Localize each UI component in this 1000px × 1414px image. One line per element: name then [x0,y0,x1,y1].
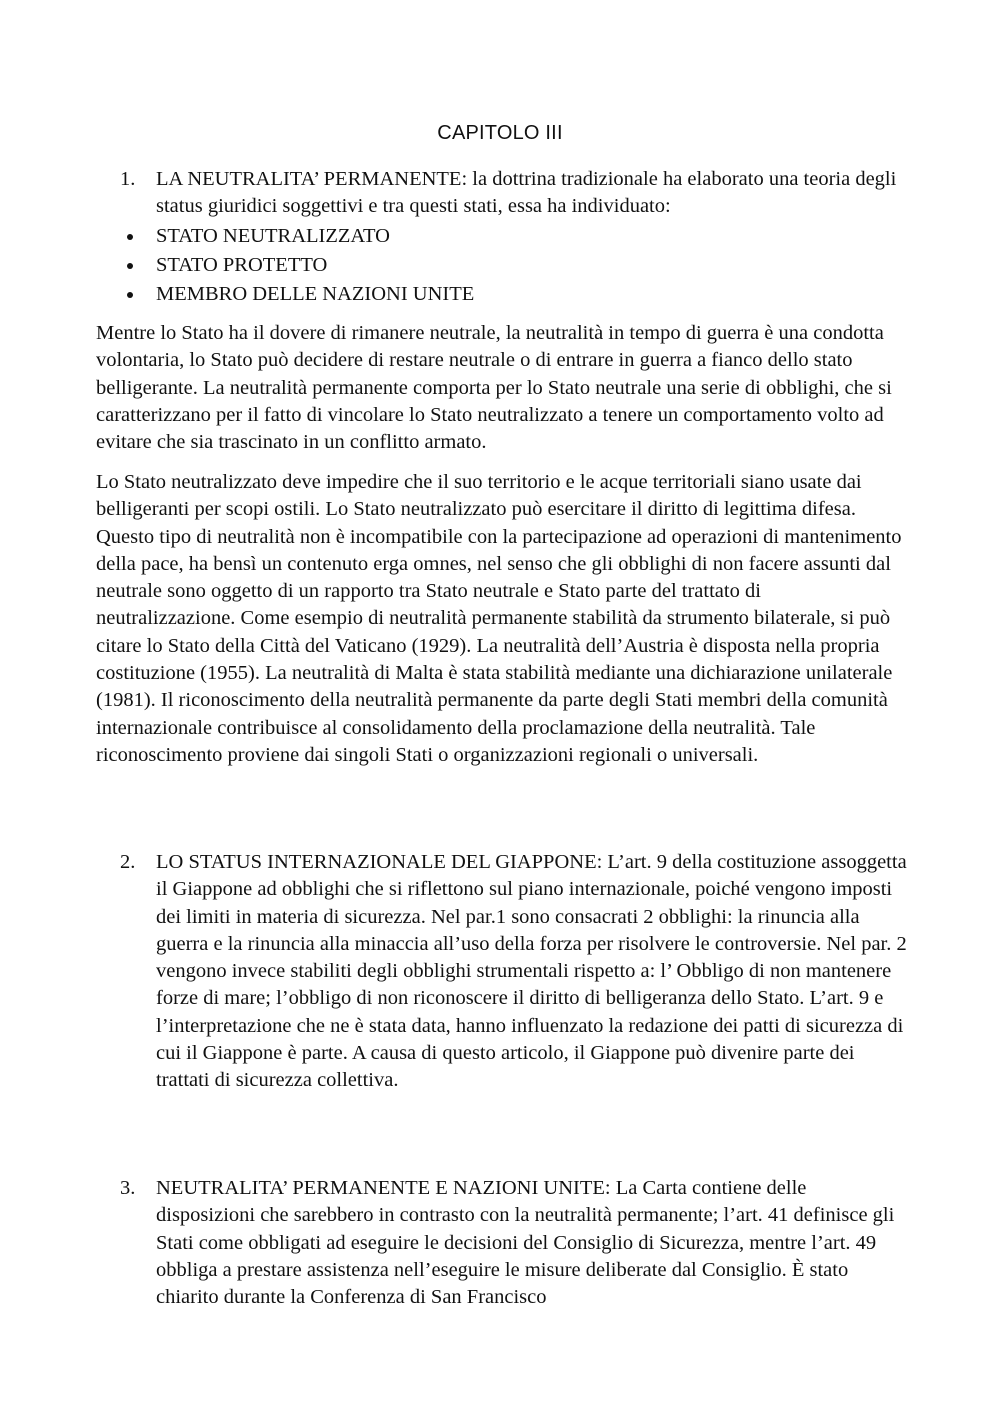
list-item-label: MEMBRO DELLE NAZIONI UNITE [156,283,475,305]
paragraph-neutralized-state: Lo Stato neutralizzato deve impedire che il suo territorio e le acque territoriali siano usate dai belligeranti per scopi ostili. Lo Stato neutralizzato può esercitare il diritto di legittima difesa. Questo tipo di neutralità non è incompatibile con la partecipazione ad operazioni di mantenimento della pace, ha bensì un contenuto erga omnes, nel senso che gli obblighi di non facere assunti dal neutrale sono oggetto di un rapporto tra Stato neutrale e Stato parte del trattato di neutralizzazione. Come esempio di neutralità permanente stabilità da strumento bilaterale, si può citare lo Stato della Città del Vaticano (1929). La neutralità dell’Austria è disposta nella propria costituzione (1955). La neutralità di Malta è stata stabilità mediante una dichiarazione unilaterale (1981). Il riconoscimento della neutralità permanente da parte degli Stati membri della comunità internazionale contribuisce al consolidamento della proclamazione della neutralità. Tale riconoscimento proviene dai singoli Stati o organizzazioni regionali o universali. [96,471,902,766]
status-list [120,222,900,309]
list-item [120,280,900,309]
list-item [120,251,900,280]
paragraph-neutrality-duty: Mentre lo Stato ha il dovere di rimanere neutrale, la neutralità in tempo di guerra è una condotta volontaria, lo Stato può decidere di restare neutrale o di entrare in guerra a fianco dello stato belligerante. La neutralità permanente comporta per lo Stato neutrale una serie di obblighi, che si caratterizzano per il fatto di vincolare lo Stato neutralizzato a tenere un comportamento volto ad evitare che sia trascinato in un conflitto armato. [96,322,892,454]
section-2-text: LO STATUS INTERNAZIONALE DEL GIAPPONE: L’art. 9 della costituzione assoggetta il Giappone ad obblighi che si riflettono sul piano internazionale, poiché vengono imposti dei limiti in materia di sicurezza. Nel par.1 sono consacrati 2 obblighi: la rinuncia alla guerra e la rinuncia alla minaccia all’uso della forza per risolvere le controversie. Nel par. 2 vengono invece stabiliti degli obblighi strumentali rispetto a: l’ Obbligo di non mantenere forze di mare; l’obbligo di non riconoscere il diritto di belligeranza dello Stato. L’art. 9 e l’interpretazione che ne è stata data, hanno influenzato la redazione dei patti di sicurezza di cui il Giappone è parte. A causa di questo articolo, il Giappone può divenire parte dei trattati di sicurezza collettiva. [156,851,907,1092]
bullet-icon [127,292,133,298]
list-item-label: STATO NEUTRALIZZATO [156,225,390,247]
chapter-title: CAPITOLO III [437,122,563,144]
bullet-icon [127,263,133,269]
section-3-number: 3. [120,1177,136,1199]
section-3-text: NEUTRALITA’ PERMANENTE E NAZIONI UNITE: La Carta contiene delle disposizioni che sarebbero in contrasto con la neutralità permanente; l’art. 41 definisce gli Stati come obbligati ad eseguire le decisioni del Consiglio di Sicurezza, mentre l’art. 49 obbliga a prestare assistenza nell’eseguire le misure deliberate dal Consiglio. È stato chiarito durante la Conferenza di San Francisco [156,1177,895,1309]
section-1-text: LA NEUTRALITA’ PERMANENTE: la dottrina tradizionale ha elaborato una teoria degli status giuridici soggettivi e tra questi stati, essa ha individuato: [156,168,897,218]
section-3 [120,1175,910,1311]
list-item [120,222,900,251]
section-1-number: 1. [120,168,136,190]
bullet-icon [127,234,133,240]
section-2 [120,849,910,1095]
list-item-label: STATO PROTETTO [156,254,328,276]
section-2-number: 2. [120,851,136,873]
section-1 [120,166,910,221]
